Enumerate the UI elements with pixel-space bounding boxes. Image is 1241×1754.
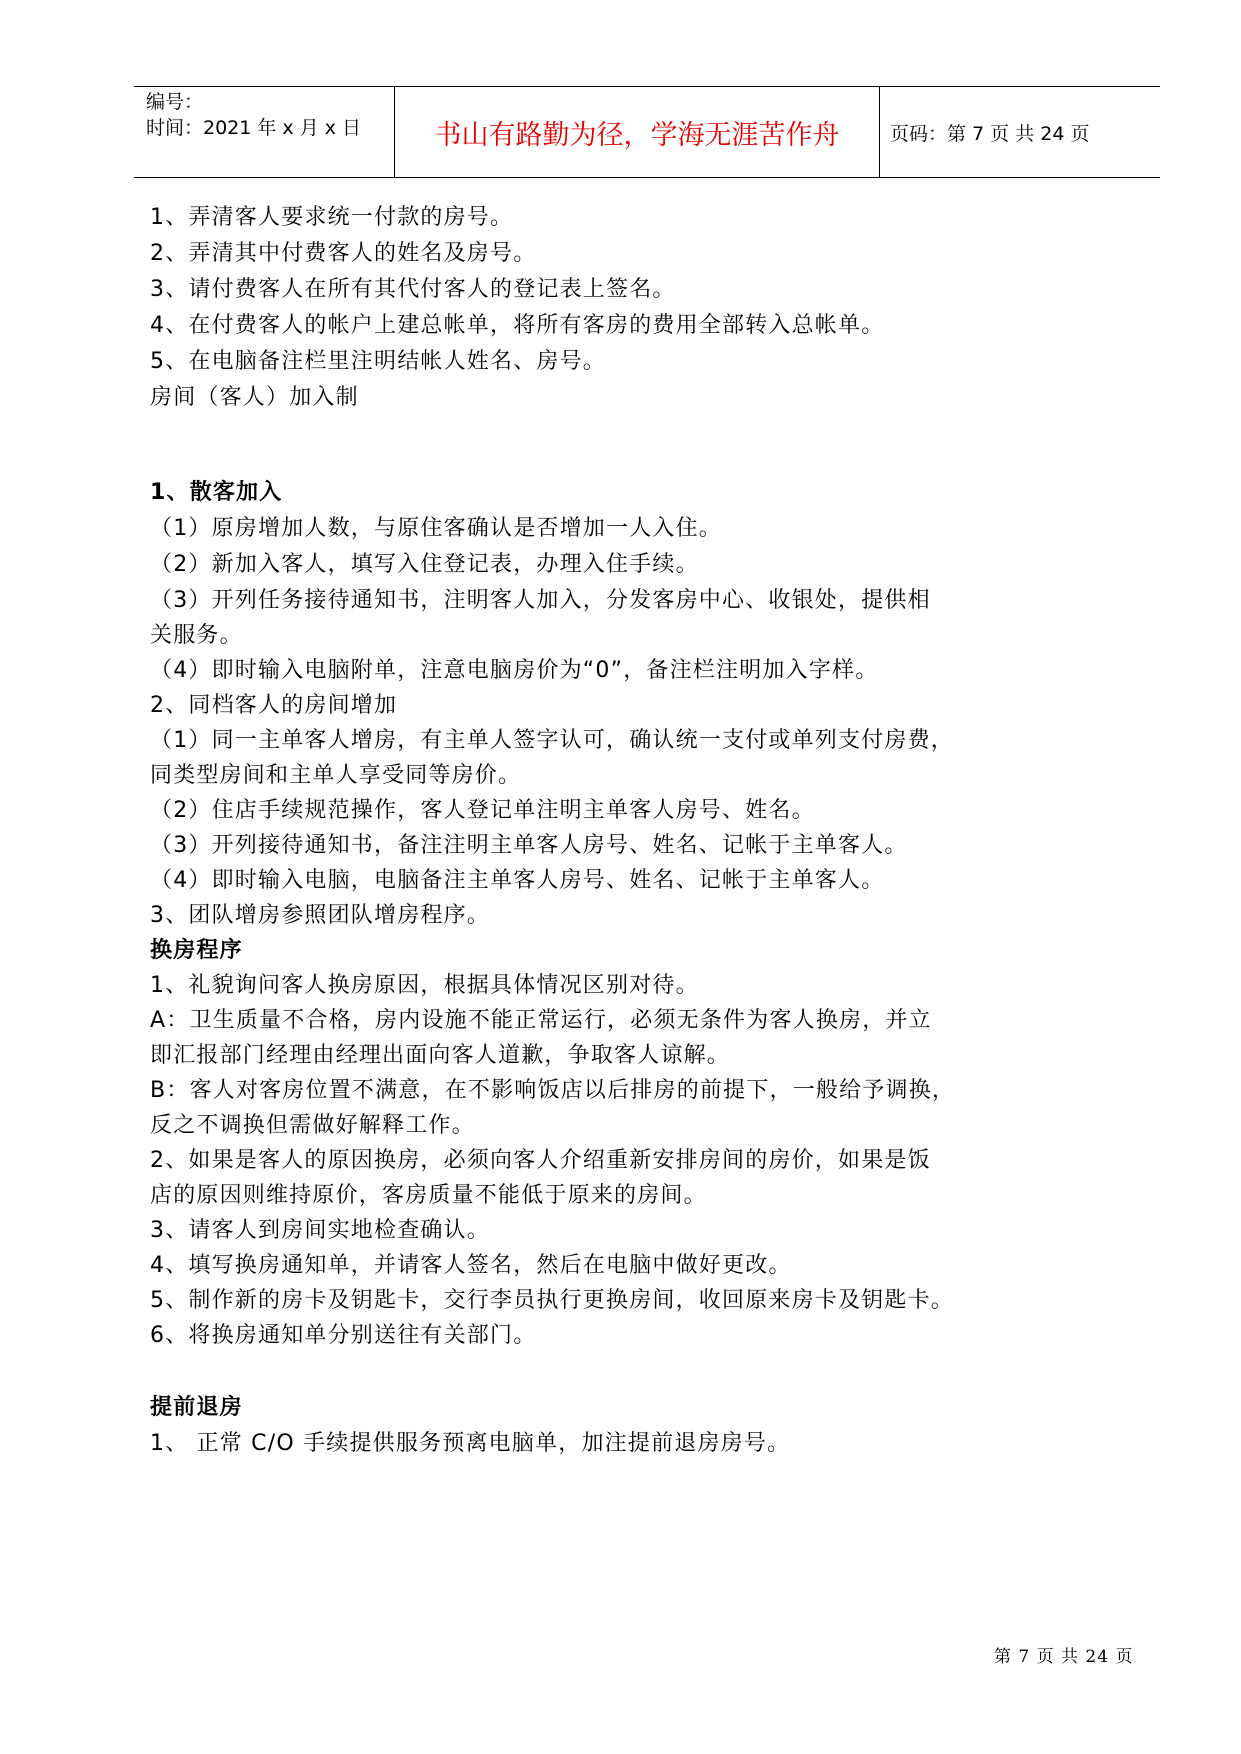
body-line: 1、礼貌询问客人换房原因，根据具体情况区别对待。 (150, 973, 699, 998)
section-heading: 提前退房 (150, 1395, 243, 1420)
body-line: 1、弄清客人要求统一付款的房号。 (150, 205, 514, 230)
body-line: （4）即时输入电脑，电脑备注主单客人房号、姓名、记帐于主单客人。 (150, 868, 885, 893)
body-line: A：卫生质量不合格，房内设施不能正常运行，必须无条件为客人换房，并立 (150, 1008, 932, 1033)
body-line: 6、将换房通知单分别送往有关部门。 (150, 1323, 537, 1348)
body-line: 同类型房间和主单人享受同等房价。 (150, 763, 522, 788)
header-number-label: 编号： (146, 91, 204, 113)
body-line: （1）原房增加人数，与原住客确认是否增加一人入住。 (150, 516, 722, 541)
body-line: 反之不调换但需做好解释工作。 (150, 1113, 475, 1138)
body-line: （3）开列接待通知书，备注注明主单客人房号、姓名、记帐于主单客人。 (150, 833, 908, 858)
body-line: 5、在电脑备注栏里注明结帐人姓名、房号。 (150, 349, 606, 374)
header-motto: 书山有路勤为径，学海无涯苦作舟 (434, 119, 840, 151)
body-line: 5、制作新的房卡及钥匙卡，交行李员执行更换房间，收回原来房卡及钥匙卡。 (150, 1288, 954, 1313)
body-line: 房间（客人）加入制 (150, 385, 359, 410)
body-line: 4、填写换房通知单，并请客人签名，然后在电脑中做好更改。 (150, 1253, 792, 1278)
body-line: 店的原因则维持原价，客房质量不能低于原来的房间。 (150, 1183, 707, 1208)
body-line: （4）即时输入电脑附单，注意电脑房价为“0”，备注栏注明加入字样。 (150, 658, 879, 683)
page-header (134, 86, 1160, 178)
body-line: 2、同档客人的房间增加 (150, 693, 398, 718)
header-page-label: 页码：第 7 页 共 24 页 (890, 122, 1090, 145)
header-divider (879, 87, 880, 177)
body-line: 2、如果是客人的原因换房，必须向客人介绍重新安排房间的房价，如果是饭 (150, 1148, 931, 1173)
body-line: 2、弄清其中付费客人的姓名及房号。 (150, 241, 537, 266)
body-line: 关服务。 (150, 623, 243, 648)
header-meta (146, 87, 394, 177)
section-heading: 1、散客加入 (150, 480, 283, 505)
body-line: 4、在付费客人的帐户上建总帐单，将所有客房的费用全部转入总帐单。 (150, 313, 885, 338)
body-line: （2）住店手续规范操作，客人登记单注明主单客人房号、姓名。 (150, 798, 815, 823)
body-line: 3、请付费客人在所有其代付客人的登记表上签名。 (150, 277, 676, 302)
body-line: 即汇报部门经理由经理出面向客人道歉，争取客人谅解。 (150, 1043, 731, 1068)
section-heading: 换房程序 (150, 938, 243, 963)
body-line: B：客人对客房位置不满意，在不影响饭店以后排房的前提下，一般给予调换， (150, 1078, 956, 1103)
body-line: 1、 正常 C/O 手续提供服务预离电脑单，加注提前退房房号。 (150, 1431, 791, 1456)
page-footer: 第 7 页 共 24 页 (994, 1647, 1134, 1667)
body-line: 3、团队增房参照团队增房程序。 (150, 903, 490, 928)
body-line: （1）同一主单客人增房，有主单人签字认可，确认统一支付或单列支付房费， (150, 728, 954, 753)
body-line: 3、请客人到房间实地检查确认。 (150, 1218, 490, 1243)
body-line: （2）新加入客人，填写入住登记表，办理入住手续。 (150, 552, 699, 577)
header-time-label: 时间：2021 年 x 月 x 日 (146, 117, 362, 139)
body-line: （3）开列任务接待通知书，注明客人加入，分发客房中心、收银处，提供相 (150, 588, 931, 613)
